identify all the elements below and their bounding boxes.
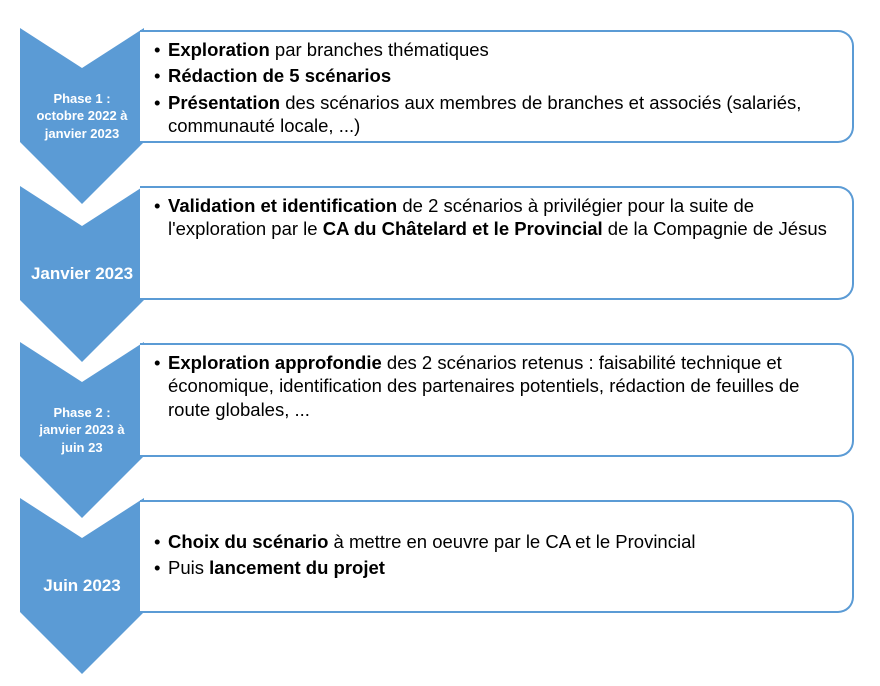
milestone-juin-label-text: Juin 2023: [43, 575, 121, 595]
milestone-juin-box: [140, 500, 854, 613]
milestone-janvier-box: [140, 186, 854, 300]
phase-2-box: [140, 343, 854, 457]
phase-1-label: [20, 68, 144, 164]
milestone-janvier-item-1: • Validation et identification de 2 scénarios à privilégier pour la suite de l'exploration par le CA du Châtelard et le Provincial de la Compagnie de Jésus: [154, 194, 836, 241]
phase-1-label-line-2: octobre 2022 à: [36, 108, 128, 124]
milestone-janvier-label-text: Janvier 2023: [30, 263, 134, 283]
phase-1-item-1: • Exploration par branches thématiques: [154, 38, 836, 61]
phase-2-label-line-3: juin 23: [61, 439, 103, 455]
phase-2-label-line-2: janvier 2023 à: [39, 422, 125, 438]
milestone-janvier-label: [20, 226, 144, 322]
milestone-juin-label: [20, 538, 144, 634]
milestone-juin-item-2: • Puis lancement du projet: [154, 556, 836, 579]
phase-1-box: [140, 30, 854, 143]
milestone-juin-item-1: • Choix du scénario à mettre en oeuvre par le CA et le Provincial: [154, 530, 836, 553]
phase-2-item-1: • Exploration approfondie des 2 scénarios retenus : faisabilité technique et économique, identification des partenaires potentiels, rédaction de feuilles de route globales, ...: [154, 351, 836, 421]
phase-1-label-line-1: Phase 1 :: [53, 90, 111, 106]
phase-1-label-line-3: janvier 2023: [44, 125, 120, 141]
phase-2-label-line-1: Phase 2 :: [53, 404, 111, 420]
phase-1-item-2: • Rédaction de 5 scénarios: [154, 64, 836, 87]
phase-2-label: [20, 382, 144, 478]
phase-1-item-3: • Présentation des scénarios aux membres de branches et associés (salariés, communauté locale, ...): [154, 91, 836, 138]
